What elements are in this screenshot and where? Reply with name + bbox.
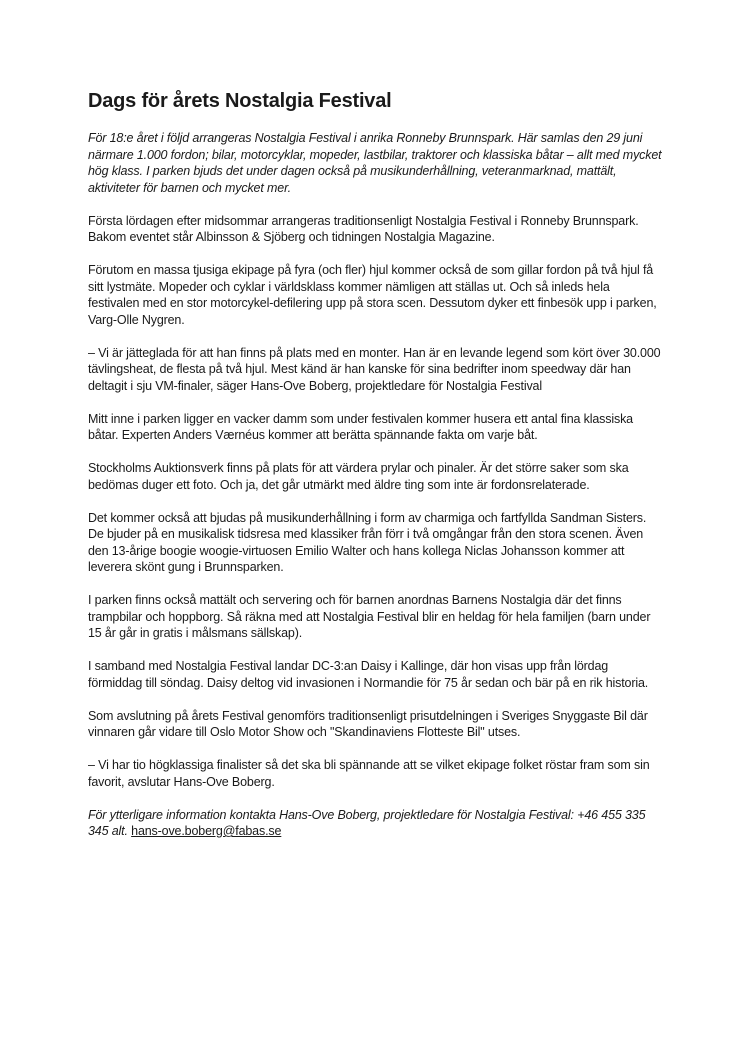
contact-paragraph [88,807,663,840]
lead-paragraph: För 18:e året i följd arrangeras Nostalgia Festival i anrika Ronneby Brunnspark. Här samlas den 29 juni närmare 1.000 fordon; bilar, motorcyklar, mopeder, lastbilar, traktorer och klassiska båtar – allt med mycket hög klass. I parken bjuds det under dagen också på musikunderhållning, veteranmarknad, mattält, aktiviteter för barnen och mycket mer. [88,131,662,195]
body-paragraph-6: Det kommer också att bjudas på musikunderhållning i form av charmiga och fartfyllda Sandman Sisters. De bjuder på en musikalisk tidsresa med klassiker från förr i två omgångar från den stora scenen. Även den 13-årige boogie woogie-virtuosen Emilio Walter och hans kollega Niclas Johansson kommer att leverera skönt gung i Brunnsparken. [88,510,647,574]
body-paragraph-4: Mitt inne i parken ligger en vacker damm som under festivalen kommer husera ett antal fina klassiska båtar. Experten Anders Værnéus kommer att berätta spännande fakta om varje båt. [88,411,633,442]
body-paragraph-7: I parken finns också mattält och servering och för barnen anordnas Barnens Nostalgia där det finns trampbilar och hoppborg. Så räkna med att Nostalgia Festival blir en heldag för hela familjen (barn under 15 år går in gratis i målsmans sällskap). [88,593,651,640]
body-paragraph-3: – Vi är jätteglada för att han finns på plats med en monter. Han är en levande legend som kört över 30.000 tävlingsheat, de flesta på två hjul. Mest känd är han kanske för sina bedrifter inom speedway där han deltagit i sju VM-finaler, säger Hans-Ove Boberg, projektledare för Nostalgia Festival [88,345,661,393]
body-paragraph-1: Första lördagen efter midsommar arrangeras traditionsenligt Nostalgia Festival i Ronneby Brunnspark. Bakom eventet står Albinsson & Sjöberg och tidningen Nostalgia Magazine. [88,213,639,244]
document-title: Dags för årets Nostalgia Festival [88,90,392,112]
body-paragraph-2: Förutom en massa tjusiga ekipage på fyra (och fler) hjul kommer också de som gillar fordon på två hjul få sitt lystmäte. Mopeder och cyklar i världsklass kommer nämligen att ställas ut. Och så inleds hela festivalen med en stor motorcykel-defilering upp på stora scen. Dessutom dyker ett finbesök upp i parken, Varg-Olle Nygren. [88,263,657,327]
contact-text: För ytterligare information kontakta Hans-Ove Boberg, projektledare för Nostalgia Festival: +46 455 335 345 alt. [88,807,646,838]
body-paragraph-9: Som avslutning på årets Festival genomförs traditionsenligt prisutdelningen i Sveriges Snyggaste Bil där vinnaren går vidare till Oslo Motor Show och "Skandinaviens Flotteste Bil" utses. [88,708,648,739]
contact-email-link[interactable]: hans-ove.boberg@fabas.se [131,824,282,838]
body-paragraph-5: Stockholms Auktionsverk finns på plats för att värdera prylar och pinaler. Är det större saker som ska bedömas duger ett foto. Och ja, det går utmärkt med äldre ting som inte är fordonsrelaterade. [88,461,629,492]
document-page [88,88,663,856]
body-paragraph-8: I samband med Nostalgia Festival landar DC-3:an Daisy i Kallinge, där hon visas upp från lördag förmiddag till söndag. Daisy deltog vid invasionen i Normandie för 75 år sedan och bär på en rik historia. [88,659,649,690]
body-paragraph-10: – Vi har tio högklassiga finalister så det ska bli spännande att se vilket ekipage folket röstar fram som sin favorit, avslutar Hans-Ove Boberg. [88,758,650,789]
